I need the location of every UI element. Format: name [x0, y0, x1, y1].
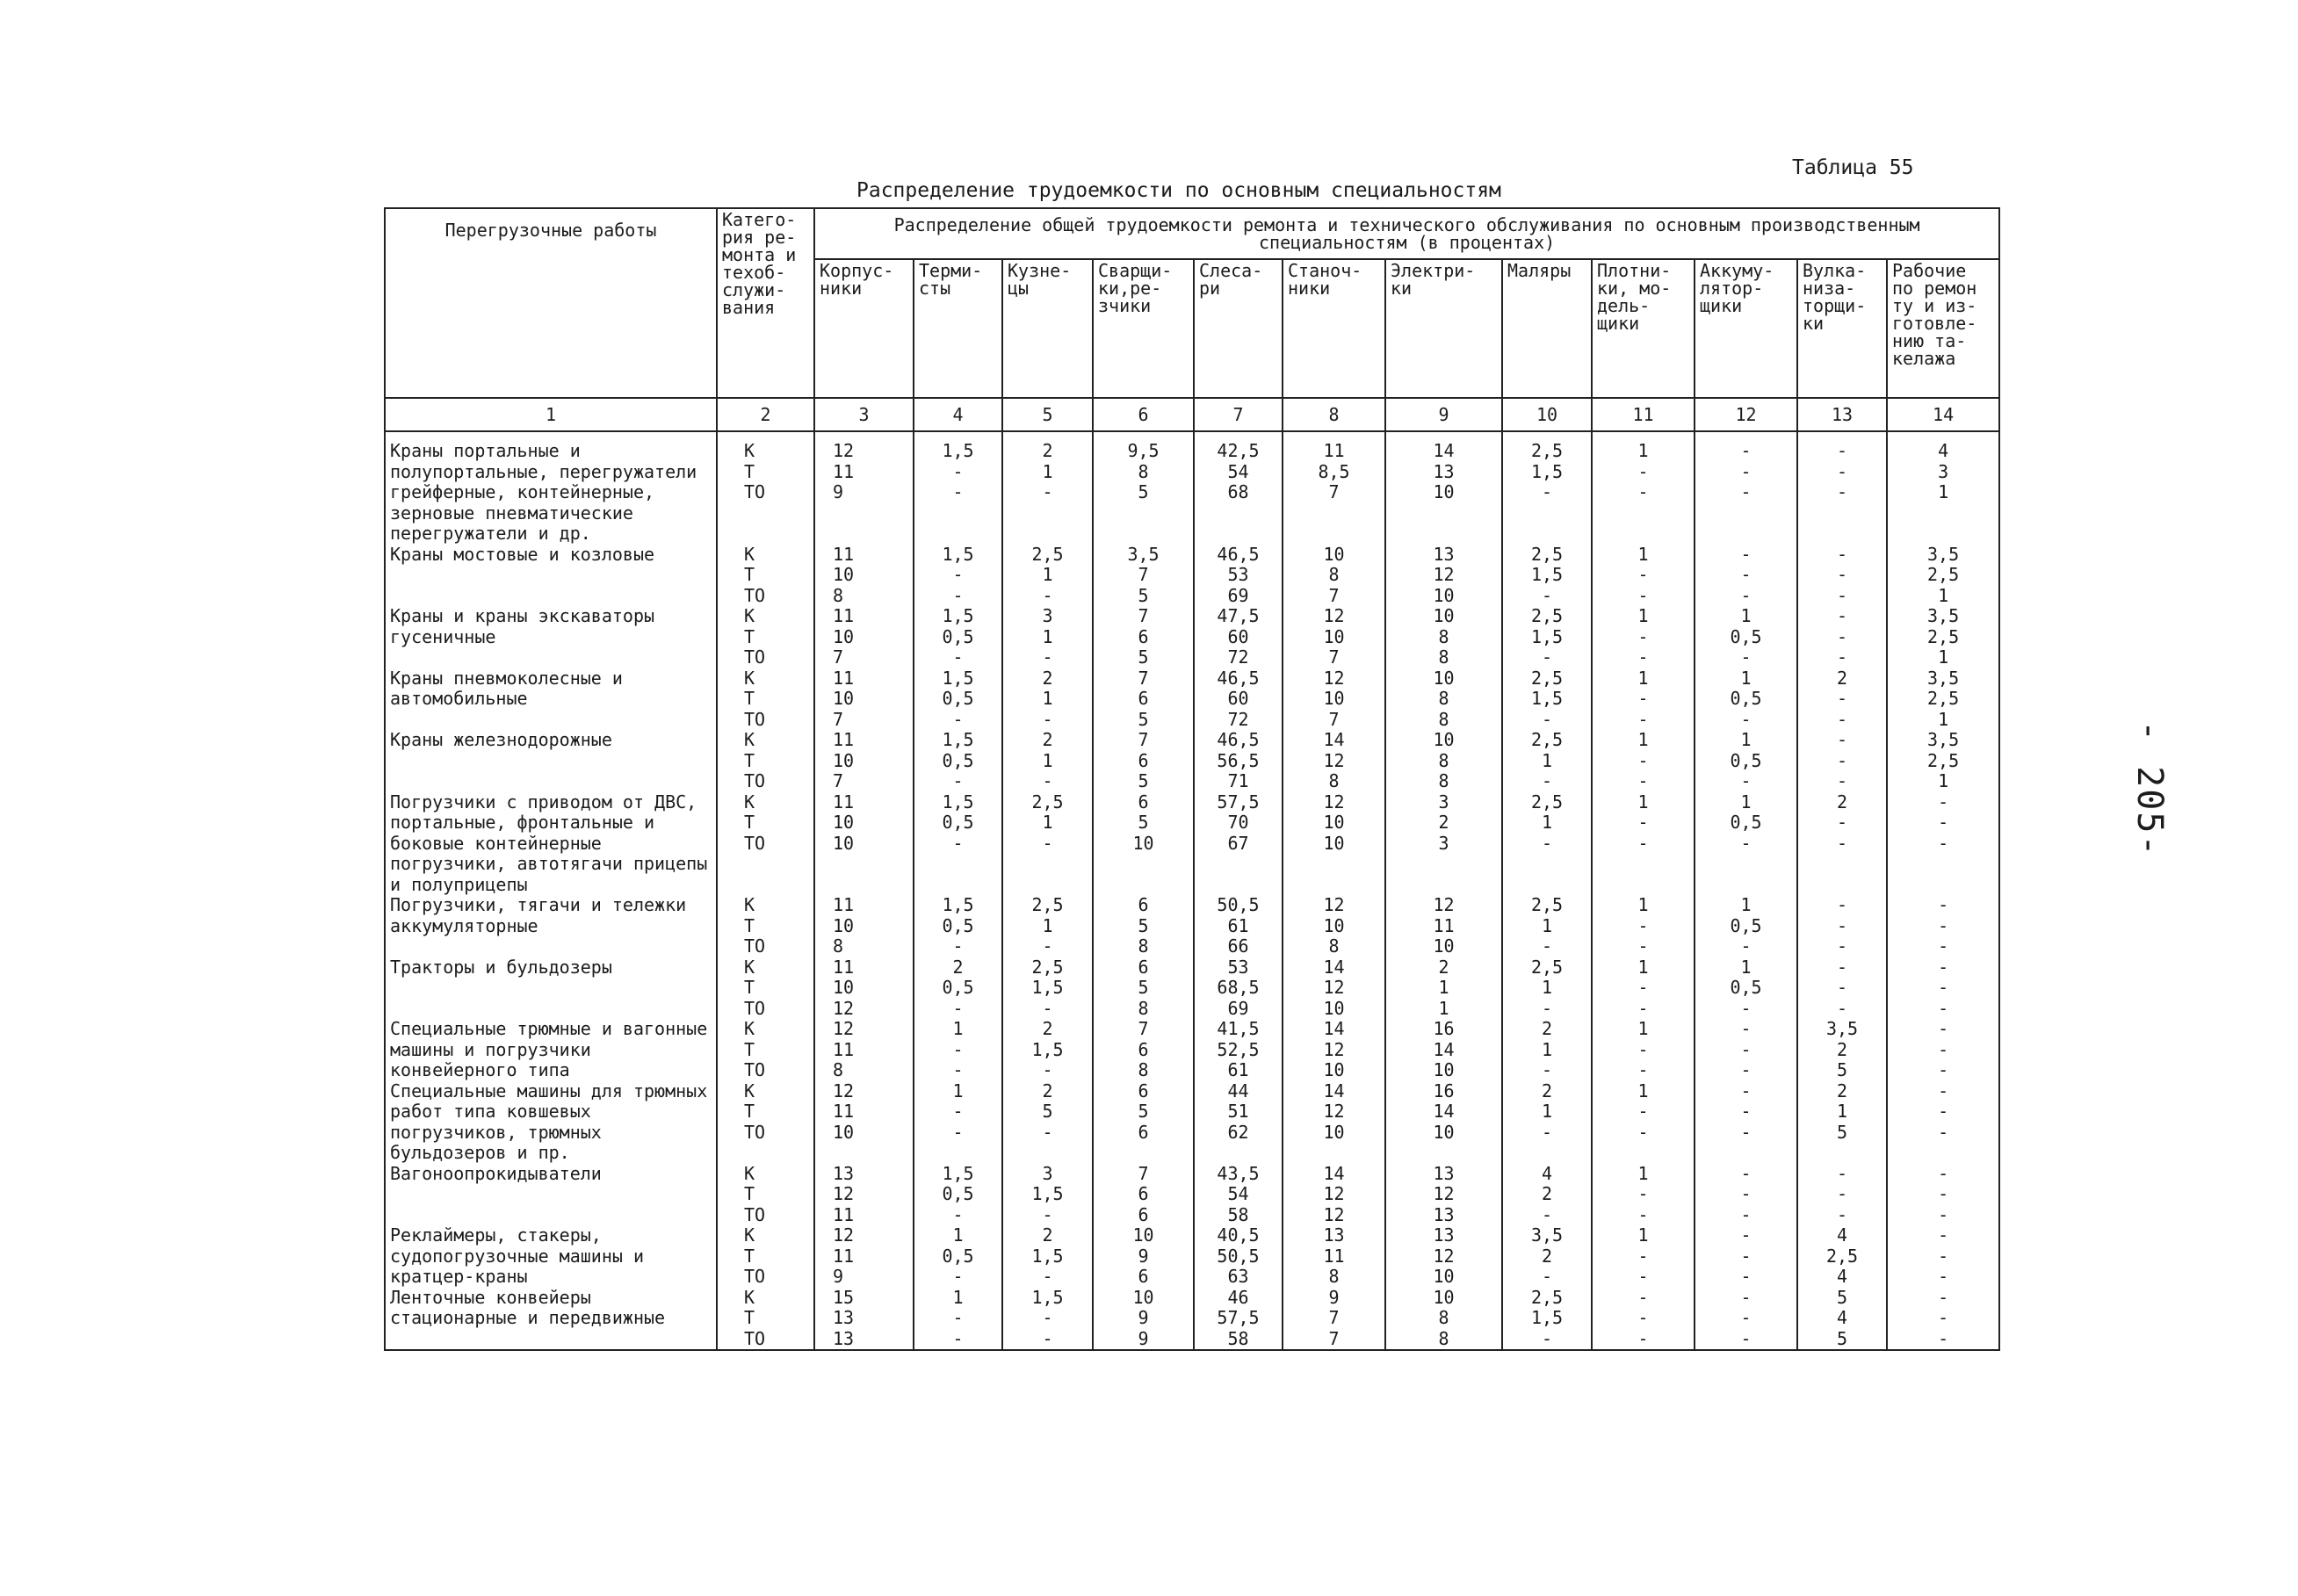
value-cell-3: 11 10 7 — [814, 606, 914, 668]
value-cell-10: 2,5 1 - — [1502, 895, 1592, 957]
value-cell-12: - - - — [1695, 545, 1797, 607]
header-col-5: Кузне- цы — [1002, 259, 1093, 398]
work-type-cell: Специальные трюмные и вагонные машины и погрузчики конвейерного типа — [385, 1019, 717, 1081]
value-cell-14: - - - — [1887, 792, 1999, 896]
value-cell-8: 12 10 7 — [1283, 606, 1385, 668]
value-cell-3: 11 10 7 — [814, 668, 914, 731]
value-cell-11: 1 - - — [1592, 1081, 1695, 1164]
category-cell: К Т ТО — [717, 1019, 814, 1081]
value-cell-13: 5 4 5 — [1797, 1288, 1887, 1351]
value-cell-8: 12 10 8 — [1283, 895, 1385, 957]
category-cell: К Т ТО — [717, 545, 814, 607]
value-cell-7: 46 57,5 58 — [1194, 1288, 1283, 1351]
category-cell: К Т ТО — [717, 1164, 814, 1226]
header-col-6: Сварщи- ки,ре- зчики — [1093, 259, 1194, 398]
value-cell-7: 46,5 53 69 — [1194, 545, 1283, 607]
table-row — [385, 431, 1999, 545]
header-col-10: Маляры — [1502, 259, 1592, 398]
value-cell-13: - - - — [1797, 1164, 1887, 1226]
value-cell-12: 1 0,5 - — [1695, 730, 1797, 792]
work-type-cell: Тракторы и бульдозеры — [385, 957, 717, 1020]
col-number: 1 — [385, 398, 717, 431]
work-type-cell: Краны и краны экскаваторы гусеничные — [385, 606, 717, 668]
value-cell-6: 7 6 5 — [1093, 730, 1194, 792]
value-cell-11: 1 - - — [1592, 1019, 1695, 1081]
value-cell-6: 10 9 6 — [1093, 1225, 1194, 1288]
value-cell-10: 3,5 2 - — [1502, 1225, 1592, 1288]
value-cell-3: 11 10 12 — [814, 957, 914, 1020]
value-cell-6: 7 6 5 — [1093, 606, 1194, 668]
value-cell-10: 2,5 1,5 - — [1502, 668, 1592, 731]
value-cell-5: 2 1 - — [1002, 730, 1093, 792]
value-cell-3: 12 11 9 — [814, 431, 914, 545]
value-cell-9: 10 8 8 — [1385, 730, 1502, 792]
value-cell-8: 14 12 12 — [1283, 1164, 1385, 1226]
table-row — [385, 1019, 1999, 1081]
value-cell-8: 12 10 10 — [1283, 792, 1385, 896]
col-number: 4 — [914, 398, 1002, 431]
value-cell-12: - - - — [1695, 1164, 1797, 1226]
value-cell-13: - - - — [1797, 545, 1887, 607]
value-cell-11: - - - — [1592, 1288, 1695, 1351]
col-number: 13 — [1797, 398, 1887, 431]
work-type-cell: Краны портальные и полупортальные, перегружатели грейферные, контейнерные, зерновые пневматические перегружатели и др. — [385, 431, 717, 545]
value-cell-10: 2,5 1 - — [1502, 792, 1592, 896]
value-cell-7: 57,5 70 67 — [1194, 792, 1283, 896]
value-cell-11: 1 - - — [1592, 792, 1695, 896]
work-type-cell: Специальные машины для трюмных работ типа ковшевых погрузчиков, трюмных бульдозеров и пр. — [385, 1081, 717, 1164]
value-cell-6: 6 5 6 — [1093, 1081, 1194, 1164]
work-type-cell: Реклаймеры, стакеры, судопогрузочные машины и кратцер-краны — [385, 1225, 717, 1288]
value-cell-11: 1 - - — [1592, 895, 1695, 957]
value-cell-5: 2,5 1 - — [1002, 545, 1093, 607]
value-cell-4: 1 - - — [914, 1081, 1002, 1164]
value-cell-3: 11 10 7 — [814, 730, 914, 792]
value-cell-4: 1,5 0,5 - — [914, 792, 1002, 896]
table-row — [385, 1081, 1999, 1164]
value-cell-9: 14 13 10 — [1385, 431, 1502, 545]
value-cell-5: 2 5 - — [1002, 1081, 1093, 1164]
value-cell-14: - - - — [1887, 895, 1999, 957]
value-cell-13: 2 - - — [1797, 792, 1887, 896]
col-number: 5 — [1002, 398, 1093, 431]
value-cell-13: - - - — [1797, 606, 1887, 668]
value-cell-13: - - - — [1797, 431, 1887, 545]
labor-distribution-table — [384, 207, 2000, 1351]
value-cell-6: 7 6 8 — [1093, 1019, 1194, 1081]
table-caption: Распределение трудоемкости по основным специальностям — [856, 179, 1501, 202]
value-cell-5: 2 1,5 - — [1002, 1225, 1093, 1288]
value-cell-6: 6 5 10 — [1093, 792, 1194, 896]
value-cell-9: 2 1 1 — [1385, 957, 1502, 1020]
page-number: - 205- — [2129, 720, 2170, 858]
value-cell-8: 14 12 10 — [1283, 957, 1385, 1020]
value-cell-12: 1 0,5 - — [1695, 668, 1797, 731]
value-cell-9: 10 8 8 — [1385, 1288, 1502, 1351]
value-cell-10: 2 1 - — [1502, 1081, 1592, 1164]
category-cell: К Т ТО — [717, 895, 814, 957]
value-cell-5: 3 1 - — [1002, 606, 1093, 668]
header-col-13: Вулка- низа- торщи- ки — [1797, 259, 1887, 398]
work-type-cell: Погрузчики с приводом от ДВС, портальные, фронтальные и боковые контейнерные погрузчики, автотягачи прицепы и полуприцепы — [385, 792, 717, 896]
value-cell-13: 3,5 2 5 — [1797, 1019, 1887, 1081]
value-cell-6: 7 6 6 — [1093, 1164, 1194, 1226]
value-cell-8: 14 12 8 — [1283, 730, 1385, 792]
col-number: 14 — [1887, 398, 1999, 431]
header-work: Перегрузочные работы — [385, 208, 717, 398]
table-row — [385, 545, 1999, 607]
category-cell: К Т ТО — [717, 668, 814, 731]
value-cell-7: 44 51 62 — [1194, 1081, 1283, 1164]
value-cell-10: 2,5 1,5 - — [1502, 431, 1592, 545]
col-number: 9 — [1385, 398, 1502, 431]
value-cell-9: 12 11 10 — [1385, 895, 1502, 957]
value-cell-4: 2 0,5 - — [914, 957, 1002, 1020]
value-cell-12: - - - — [1695, 1288, 1797, 1351]
col-number: 11 — [1592, 398, 1695, 431]
work-type-cell: Ленточные конвейеры стационарные и передвижные — [385, 1288, 717, 1351]
value-cell-10: 2,5 1 - — [1502, 957, 1592, 1020]
header-col-11: Плотни- ки, мо- дель- щики — [1592, 259, 1695, 398]
table-row — [385, 792, 1999, 896]
value-cell-4: 1,5 0,5 - — [914, 668, 1002, 731]
value-cell-14: 4 3 1 — [1887, 431, 1999, 545]
header-col-3: Корпус- ники — [814, 259, 914, 398]
value-cell-14: - - - — [1887, 957, 1999, 1020]
value-cell-14: - - - — [1887, 1288, 1999, 1351]
value-cell-3: 15 13 13 — [814, 1288, 914, 1351]
value-cell-8: 13 11 8 — [1283, 1225, 1385, 1288]
value-cell-7: 40,5 50,5 63 — [1194, 1225, 1283, 1288]
work-type-cell: Краны железнодорожные — [385, 730, 717, 792]
value-cell-6: 6 5 8 — [1093, 957, 1194, 1020]
value-cell-4: 1,5 0,5 - — [914, 606, 1002, 668]
value-cell-9: 3 2 3 — [1385, 792, 1502, 896]
header-col-4: Терми- сты — [914, 259, 1002, 398]
value-cell-3: 12 11 10 — [814, 1081, 914, 1164]
value-cell-14: - - - — [1887, 1225, 1999, 1288]
col-number: 3 — [814, 398, 914, 431]
value-cell-14: - - - — [1887, 1019, 1999, 1081]
value-cell-11: 1 - - — [1592, 957, 1695, 1020]
value-cell-3: 11 10 8 — [814, 895, 914, 957]
value-cell-9: 13 12 10 — [1385, 545, 1502, 607]
header-col-8: Станоч- ники — [1283, 259, 1385, 398]
value-cell-8: 14 12 10 — [1283, 1081, 1385, 1164]
value-cell-5: 1,5 - - — [1002, 1288, 1093, 1351]
header-col-9: Электри- ки — [1385, 259, 1502, 398]
header-distribution: Распределение общей трудоемкости ремонта и технического обслуживания по основным производственным специальностям (в процентах) — [814, 208, 1999, 259]
value-cell-12: - - - — [1695, 1225, 1797, 1288]
col-number: 2 — [717, 398, 814, 431]
value-cell-4: 1 - - — [914, 1019, 1002, 1081]
value-cell-7: 42,5 54 68 — [1194, 431, 1283, 545]
value-cell-10: 2 1 - — [1502, 1019, 1592, 1081]
col-number: 8 — [1283, 398, 1385, 431]
value-cell-12: - - - — [1695, 1081, 1797, 1164]
value-cell-5: 2 1 - — [1002, 668, 1093, 731]
value-cell-3: 12 11 8 — [814, 1019, 914, 1081]
value-cell-13: 2 - - — [1797, 668, 1887, 731]
value-cell-11: 1 - - — [1592, 1225, 1695, 1288]
value-cell-14: - - - — [1887, 1164, 1999, 1226]
work-type-cell: Краны пневмоколесные и автомобильные — [385, 668, 717, 731]
value-cell-4: 1,5 - - — [914, 545, 1002, 607]
category-cell: К Т ТО — [717, 792, 814, 896]
category-cell: К Т ТО — [717, 1081, 814, 1164]
value-cell-4: 1,5 0,5 - — [914, 730, 1002, 792]
header-category: Катего- рия ре- монта и техоб- служи- вания — [717, 208, 814, 398]
header-col-14: Рабочие по ремон ту и из- готовле- нию та- келажа — [1887, 259, 1999, 398]
value-cell-13: - - - — [1797, 730, 1887, 792]
value-cell-13: - - - — [1797, 957, 1887, 1020]
category-cell: К Т ТО — [717, 431, 814, 545]
value-cell-5: 2,5 1 - — [1002, 792, 1093, 896]
value-cell-7: 46,5 60 72 — [1194, 668, 1283, 731]
value-cell-9: 13 12 10 — [1385, 1225, 1502, 1288]
value-cell-14: 3,5 2,5 1 — [1887, 668, 1999, 731]
value-cell-3: 11 10 10 — [814, 792, 914, 896]
category-cell: К Т ТО — [717, 730, 814, 792]
value-cell-4: 1 0,5 - — [914, 1225, 1002, 1288]
value-cell-6: 7 6 5 — [1093, 668, 1194, 731]
work-type-cell: Погрузчики, тягачи и тележки аккумуляторные — [385, 895, 717, 957]
value-cell-12: 1 0,5 - — [1695, 895, 1797, 957]
header-col-12: Аккуму- лятор- щики — [1695, 259, 1797, 398]
value-cell-11: 1 - - — [1592, 431, 1695, 545]
table-row — [385, 606, 1999, 668]
value-cell-4: 1,5 - - — [914, 431, 1002, 545]
value-cell-4: 1,5 0,5 - — [914, 895, 1002, 957]
category-cell: К Т ТО — [717, 957, 814, 1020]
value-cell-14: 3,5 2,5 1 — [1887, 730, 1999, 792]
value-cell-11: 1 - - — [1592, 668, 1695, 731]
table-row — [385, 895, 1999, 957]
value-cell-12: 1 0,5 - — [1695, 957, 1797, 1020]
category-cell: К Т ТО — [717, 606, 814, 668]
value-cell-8: 9 7 7 — [1283, 1288, 1385, 1351]
value-cell-13: 4 2,5 4 — [1797, 1225, 1887, 1288]
value-cell-12: - - - — [1695, 431, 1797, 545]
value-cell-12: 1 0,5 - — [1695, 792, 1797, 896]
value-cell-8: 14 12 10 — [1283, 1019, 1385, 1081]
value-cell-5: 2 1 - — [1002, 431, 1093, 545]
table-row — [385, 1225, 1999, 1288]
value-cell-5: 3 1,5 - — [1002, 1164, 1093, 1226]
table-row — [385, 730, 1999, 792]
value-cell-11: 1 - - — [1592, 545, 1695, 607]
value-cell-7: 50,5 61 66 — [1194, 895, 1283, 957]
value-cell-12: 1 0,5 - — [1695, 606, 1797, 668]
value-cell-4: 1,5 0,5 - — [914, 1164, 1002, 1226]
category-cell: К Т ТО — [717, 1288, 814, 1351]
value-cell-9: 10 8 8 — [1385, 668, 1502, 731]
value-cell-3: 11 10 8 — [814, 545, 914, 607]
table-row — [385, 1164, 1999, 1226]
header-col-7: Слеса- ри — [1194, 259, 1283, 398]
col-number: 6 — [1093, 398, 1194, 431]
value-cell-8: 11 8,5 7 — [1283, 431, 1385, 545]
work-type-cell: Вагоноопрокидыватели — [385, 1164, 717, 1226]
value-cell-9: 16 14 10 — [1385, 1081, 1502, 1164]
value-cell-9: 13 12 13 — [1385, 1164, 1502, 1226]
col-number: 10 — [1502, 398, 1592, 431]
value-cell-14: 3,5 2,5 1 — [1887, 545, 1999, 607]
value-cell-8: 10 8 7 — [1283, 545, 1385, 607]
col-number: 12 — [1695, 398, 1797, 431]
value-cell-11: 1 - - — [1592, 730, 1695, 792]
col-number: 7 — [1194, 398, 1283, 431]
value-cell-10: 2,5 1 - — [1502, 730, 1592, 792]
value-cell-7: 41,5 52,5 61 — [1194, 1019, 1283, 1081]
value-cell-9: 16 14 10 — [1385, 1019, 1502, 1081]
value-cell-14: 3,5 2,5 1 — [1887, 606, 1999, 668]
table-row — [385, 1288, 1999, 1351]
value-cell-6: 9,5 8 5 — [1093, 431, 1194, 545]
value-cell-13: - - - — [1797, 895, 1887, 957]
value-cell-12: - - - — [1695, 1019, 1797, 1081]
value-cell-6: 6 5 8 — [1093, 895, 1194, 957]
work-type-cell: Краны мостовые и козловые — [385, 545, 717, 607]
value-cell-5: 2,5 1,5 - — [1002, 957, 1093, 1020]
value-cell-9: 10 8 8 — [1385, 606, 1502, 668]
value-cell-6: 10 9 9 — [1093, 1288, 1194, 1351]
column-number-row — [385, 398, 1999, 431]
value-cell-10: 2,5 1,5 - — [1502, 606, 1592, 668]
value-cell-5: 2,5 1 - — [1002, 895, 1093, 957]
value-cell-8: 12 10 7 — [1283, 668, 1385, 731]
value-cell-10: 4 2 - — [1502, 1164, 1592, 1226]
value-cell-3: 13 12 11 — [814, 1164, 914, 1226]
value-cell-13: 2 1 5 — [1797, 1081, 1887, 1164]
value-cell-6: 3,5 7 5 — [1093, 545, 1194, 607]
value-cell-10: 2,5 1,5 - — [1502, 1288, 1592, 1351]
value-cell-7: 47,5 60 72 — [1194, 606, 1283, 668]
value-cell-7: 46,5 56,5 71 — [1194, 730, 1283, 792]
category-cell: К Т ТО — [717, 1225, 814, 1288]
value-cell-7: 43,5 54 58 — [1194, 1164, 1283, 1226]
table-row — [385, 668, 1999, 731]
table-row — [385, 957, 1999, 1020]
value-cell-7: 53 68,5 69 — [1194, 957, 1283, 1020]
value-cell-4: 1 - - — [914, 1288, 1002, 1351]
value-cell-10: 2,5 1,5 - — [1502, 545, 1592, 607]
table-label: Таблица 55 — [1792, 156, 1914, 179]
value-cell-5: 2 1,5 - — [1002, 1019, 1093, 1081]
value-cell-3: 12 11 9 — [814, 1225, 914, 1288]
value-cell-11: 1 - - — [1592, 1164, 1695, 1226]
value-cell-14: - - - — [1887, 1081, 1999, 1164]
value-cell-11: 1 - - — [1592, 606, 1695, 668]
